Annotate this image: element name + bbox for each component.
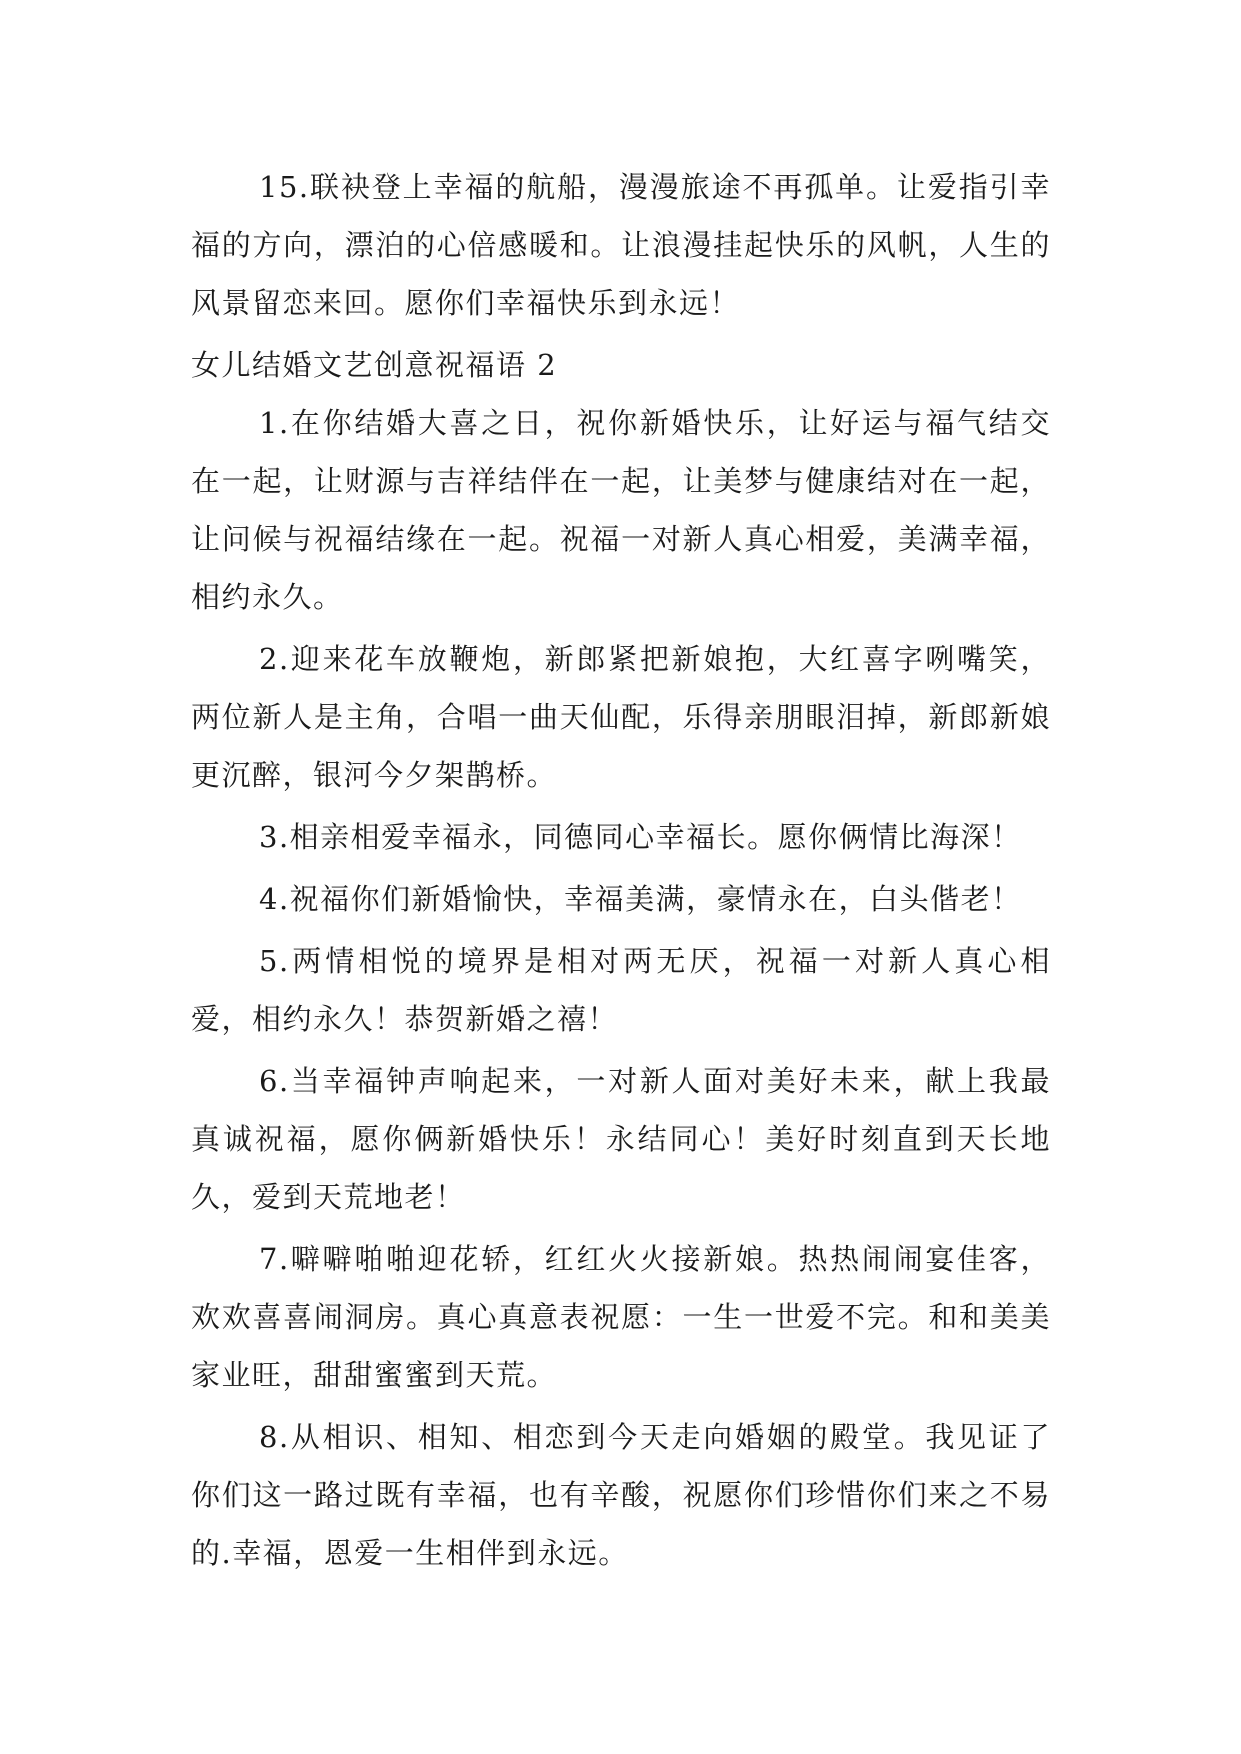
document-body xyxy=(191,158,1051,1586)
list-item: 6.当幸福钟声响起来，一对新人面对美好未来，献上我最真诚祝福，愿你俩新婚快乐！永结同心！美好时刻直到天长地久，爱到天荒地老！ xyxy=(191,1064,1051,1214)
intro-paragraph: 15.联袂登上幸福的航船，漫漫旅途不再孤单。让爱指引幸福的方向，漂泊的心倍感暖和。让浪漫挂起快乐的风帆，人生的风景留恋来回。愿你们幸福快乐到永远！ xyxy=(191,170,1051,320)
list-item: 8.从相识、相知、相恋到今天走向婚姻的殿堂。我见证了你们这一路过既有幸福，也有辛酸，祝愿你们珍惜你们来之不易的.幸福，恩爱一生相伴到永远。 xyxy=(191,1420,1051,1570)
list-item: 2.迎来花车放鞭炮，新郎紧把新娘抱，大红喜字咧嘴笑，两位新人是主角，合唱一曲天仙配，乐得亲朋眼泪掉，新郎新娘更沉醉，银河今夕架鹊桥。 xyxy=(191,642,1051,792)
list-item: 5.两情相悦的境界是相对两无厌，祝福一对新人真心相爱，相约永久！恭贺新婚之禧！ xyxy=(191,944,1051,1036)
list-item: 3.相亲相爱幸福永，同德同心幸福长。愿你俩情比海深！ xyxy=(259,820,1022,854)
list-item: 1.在你结婚大喜之日，祝你新婚快乐，让好运与福气结交在一起，让财源与吉祥结伴在一起，让美梦与健康结对在一起，让问候与祝福结缘在一起。祝福一对新人真心相爱，美满幸福，相约永久。 xyxy=(191,406,1051,614)
section-title: 女儿结婚文艺创意祝福语 2 xyxy=(191,348,558,382)
list-item: 7.噼噼啪啪迎花轿，红红火火接新娘。热热闹闹宴佳客，欢欢喜喜闹洞房。真心真意表祝愿：一生一世爱不完。和和美美家业旺，甜甜蜜蜜到天荒。 xyxy=(191,1242,1051,1392)
list-item: 4.祝福你们新婚愉快，幸福美满，豪情永在，白头偕老！ xyxy=(259,882,1022,916)
